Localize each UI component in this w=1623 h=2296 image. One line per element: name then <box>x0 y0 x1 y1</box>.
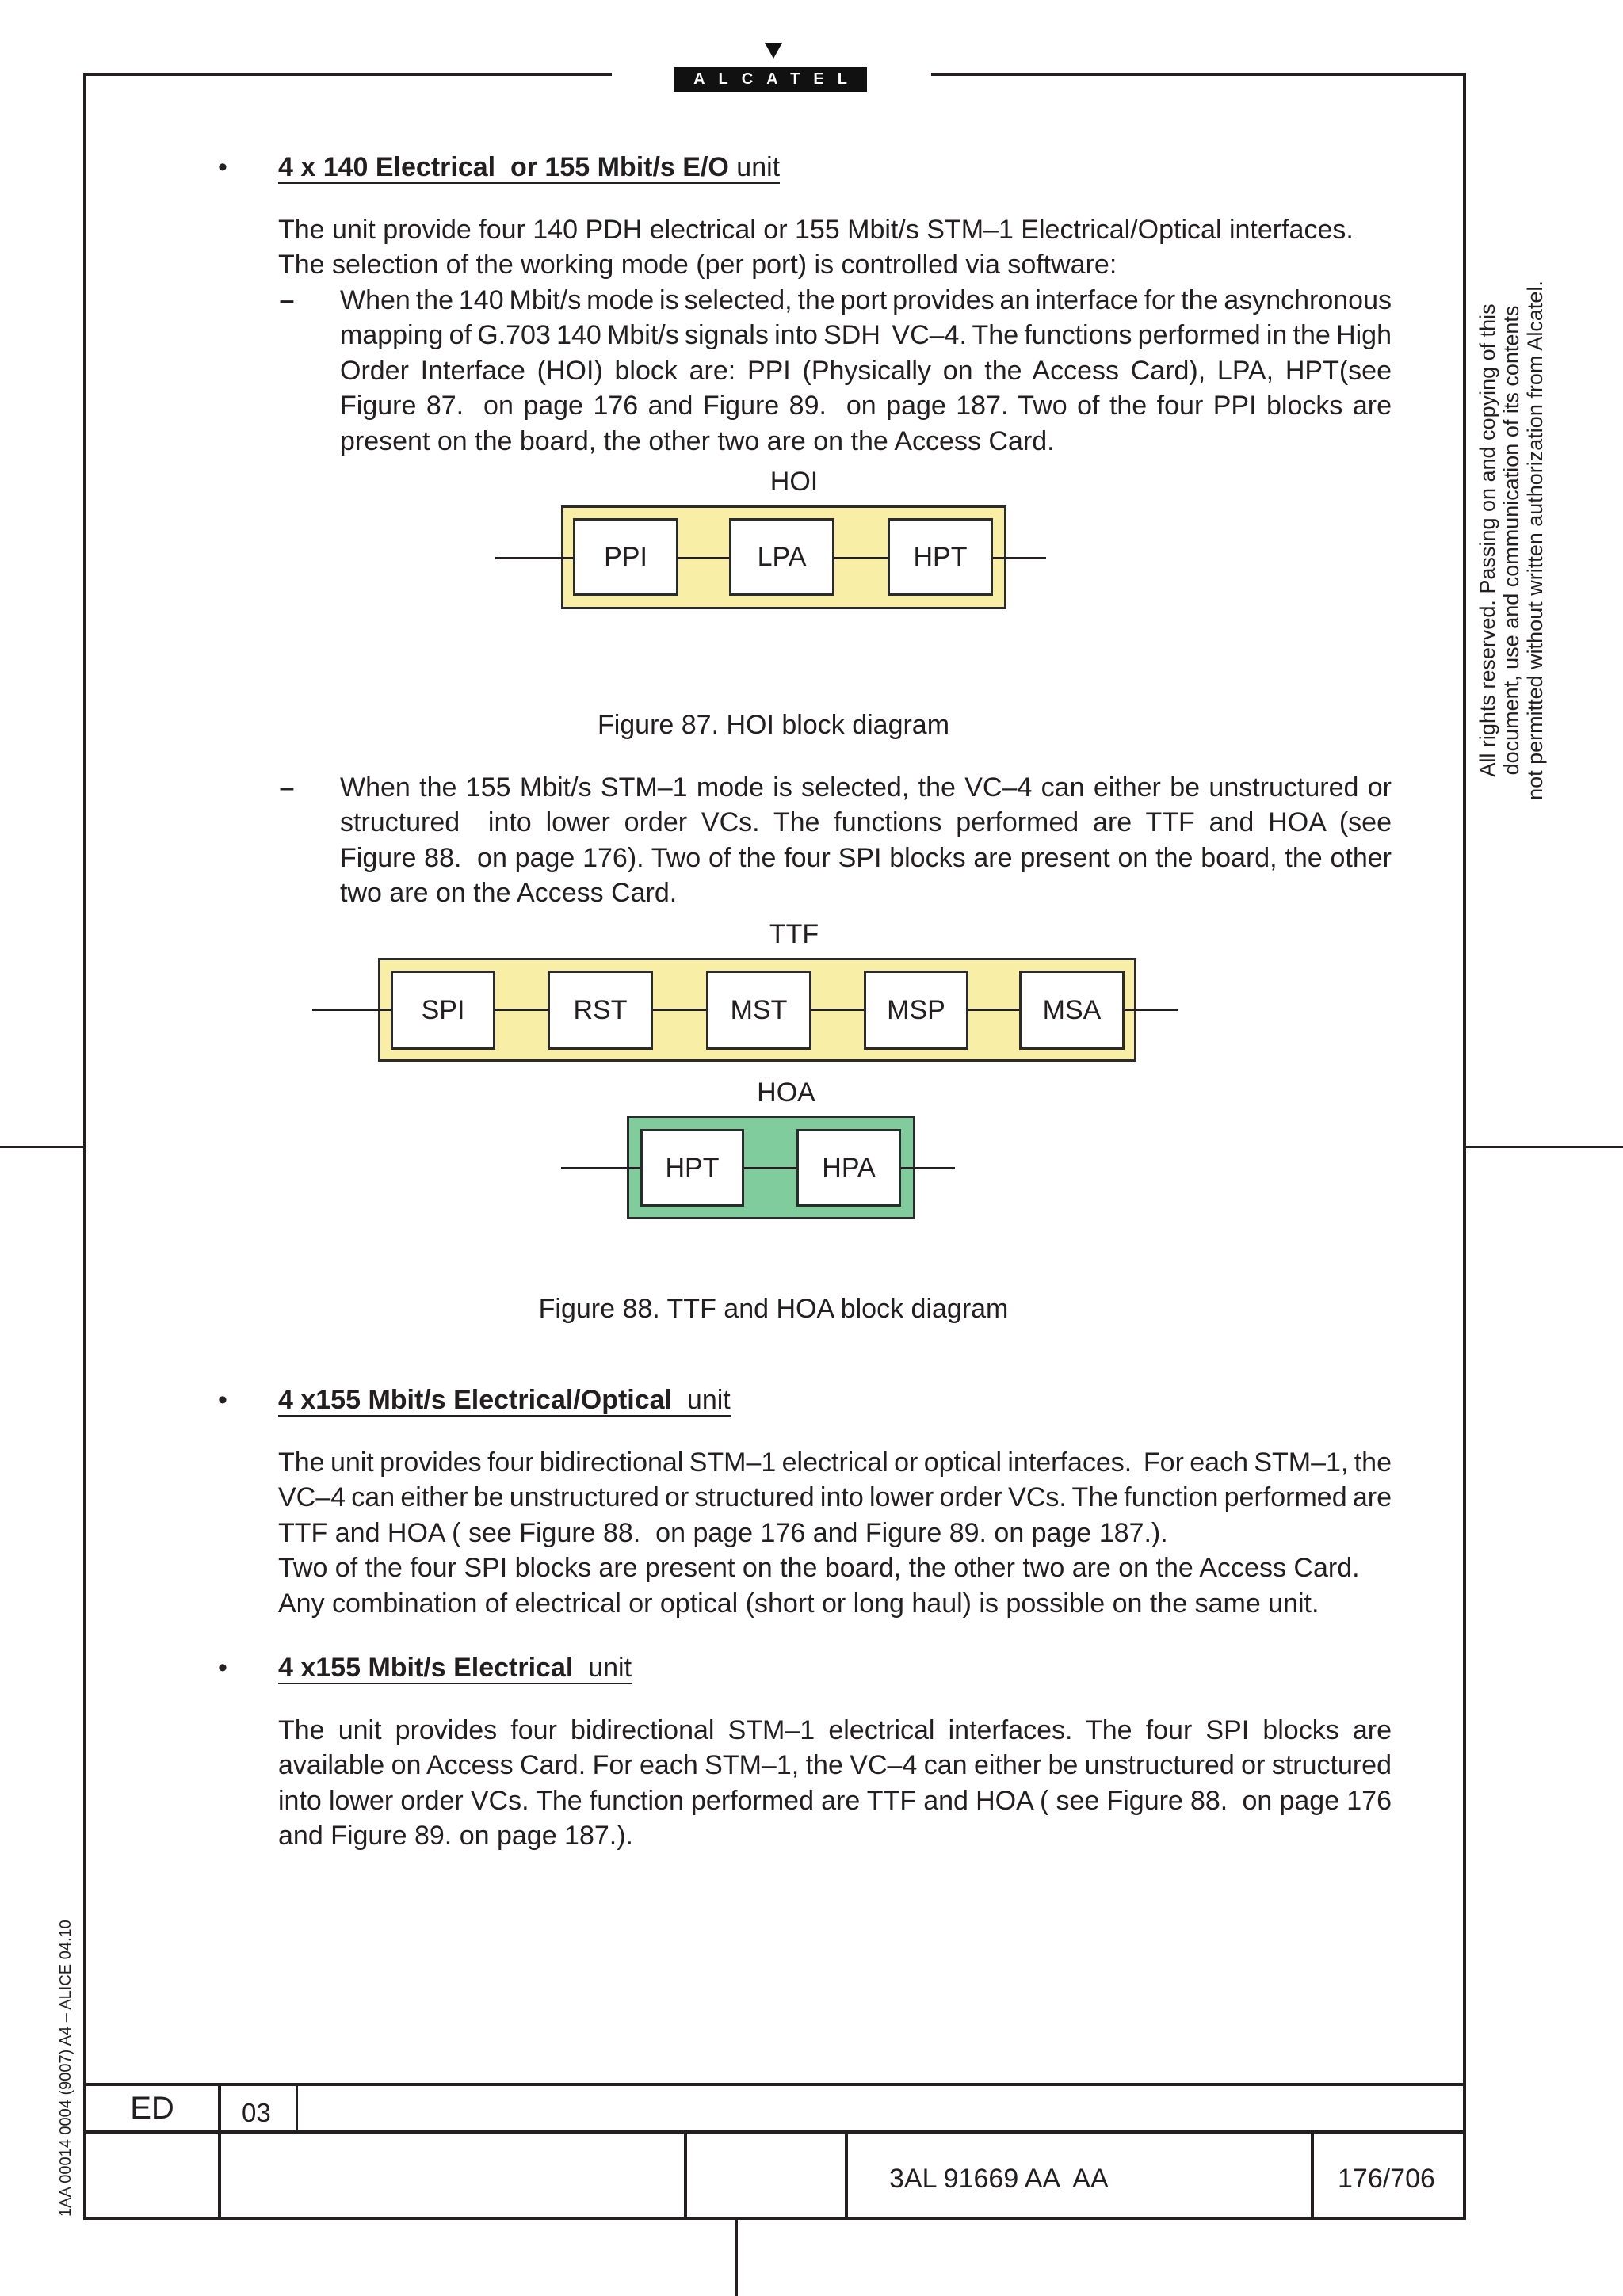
logo-wordmark: ALCATEL <box>693 71 861 88</box>
el-unit-line-text: and Figure 89. on page 187.). <box>278 1821 633 1852</box>
diagram-block-rst <box>548 971 653 1050</box>
hoa-diagram-title: HOA <box>757 1077 815 1108</box>
footer-top-rule <box>83 2083 1466 2086</box>
figure-88-caption: Figure 88. TTF and HOA block diagram <box>538 1294 1009 1324</box>
mode-140-line-text: Figure 87. on page 176 and Figure 89. on page 187. Two of the four PPI blocks are <box>340 391 1392 421</box>
eo-unit-line-text: VC–4 can either be unstructured or structured into lower order VCs. The function performed are <box>278 1482 1392 1513</box>
hoi-diagram-title: HOI <box>769 467 819 497</box>
el-unit-line <box>278 1713 1392 1748</box>
section-155-eo-text <box>278 1445 1392 1621</box>
mode-140-line <box>340 388 1392 423</box>
edition-number: 03 <box>242 2098 271 2127</box>
section-heading-155-el <box>278 1653 632 1684</box>
frame-top-rule-left <box>85 73 612 76</box>
mode-140-line <box>340 424 1392 459</box>
intro-line-text: The selection of the working mode (per port) is controlled via software: <box>278 250 1117 280</box>
intro-line-text: The unit provide four 140 PDH electrical or 155 Mbit/s STM–1 Electrical/Optical interfaces. <box>278 215 1354 245</box>
fold-mark-right <box>1465 1146 1623 1148</box>
eo-unit-line-text: TTF and HOA ( see Figure 88. on page 176 and Figure 89. on page 187.). <box>278 1517 1168 1548</box>
diagram-block-label: PPI <box>604 541 647 572</box>
intro-line <box>278 212 1392 247</box>
diagram-block-msa <box>1019 971 1125 1050</box>
diagram-block-spi <box>391 971 495 1050</box>
section-heading-suffix: unit <box>728 152 781 182</box>
fold-mark-left <box>0 1146 85 1148</box>
el-unit-line-text: available on Access Card. For each STM–1, the VC–4 can either be unstructured or structured <box>278 1750 1392 1781</box>
section-heading-suffix: unit <box>573 1653 632 1683</box>
diagram-block-label: MST <box>730 994 788 1025</box>
section-heading-140-155 <box>278 152 780 184</box>
diagram-block-msp <box>864 971 968 1050</box>
el-unit-line <box>278 1748 1392 1783</box>
section-heading-bold: 4 x155 Mbit/s Electrical/Optical <box>278 1385 673 1415</box>
copyright-notice <box>1476 255 1547 826</box>
copyright-notice-line: not permitted without written authorization from Alcatel. <box>1523 280 1547 800</box>
el-unit-line <box>278 1783 1392 1818</box>
diagram-block-hpt <box>888 518 993 596</box>
frame-bottom-border <box>83 2217 1466 2220</box>
el-unit-line <box>278 1818 1392 1853</box>
triangle-marker-icon <box>765 43 782 59</box>
mode-140-line-text: Order Interface (HOI) block are: PPI (Physically on the Access Card), LPA, HPT(see <box>340 355 1392 386</box>
footer-center-stub <box>735 2218 738 2296</box>
eo-unit-line <box>278 1480 1392 1515</box>
mode-140-line-text: When the 140 Mbit/s mode is selected, the port provides an interface for the asynchronous <box>340 285 1392 315</box>
diagram-block-hpt <box>640 1129 744 1207</box>
dash-marker: – <box>279 772 295 803</box>
mode-140-line-text: mapping of G.703 140 Mbit/s signals into SDH VC–4. The functions performed in the High <box>340 320 1392 351</box>
mode-140-line <box>340 318 1392 353</box>
diagram-block-lpa <box>729 518 834 596</box>
bullet-icon: • <box>218 1653 227 1683</box>
footer-column-divider <box>684 2130 687 2218</box>
eo-unit-line-text: Any combination of electrical or optical (short or long haul) is possible on the same unit. <box>278 1588 1319 1619</box>
ttf-diagram-title: TTF <box>769 919 819 949</box>
edition-label: ED <box>130 2091 174 2126</box>
eo-unit-line-text: The unit provides four bidirectional STM–1 electrical or optical interfaces. For each STM–1, the <box>278 1447 1392 1478</box>
footer-column-divider <box>296 2083 298 2132</box>
mode-155-line <box>340 841 1392 875</box>
intro-line <box>278 247 1392 282</box>
bullet-icon: • <box>218 152 227 182</box>
el-unit-line-text: into lower order VCs. The function performed are TTF and HOA ( see Figure 88. on page 176 <box>278 1785 1392 1816</box>
copyright-notice-line: document, use and communication of its contents <box>1499 305 1523 776</box>
diagram-block-label: LPA <box>757 541 807 572</box>
mode-155-line-text: two are on the Access Card. <box>340 878 678 909</box>
copyright-notice-line: All rights reserved. Passing on and copying of this <box>1476 303 1499 777</box>
mode-140-description <box>340 283 1392 459</box>
mode-155-line <box>340 875 1392 910</box>
mode-155-line-text: structured into lower order VCs. The functions performed are TTF and HOA (see <box>340 807 1392 838</box>
diagram-block-label: MSA <box>1042 994 1102 1025</box>
figure-87-caption: Figure 87. HOI block diagram <box>597 710 950 740</box>
document-number: 3AL 91669 AA AA <box>889 2164 1109 2194</box>
section-heading-bold: 4 x155 Mbit/s Electrical <box>278 1653 574 1683</box>
diagram-block-label: HPA <box>822 1152 876 1183</box>
diagram-block-label: RST <box>573 994 628 1025</box>
diagram-block-label: MSP <box>887 994 945 1025</box>
mode-140-line <box>340 283 1392 318</box>
eo-unit-line <box>278 1550 1392 1585</box>
section-heading-bold: 4 x 140 Electrical or 155 Mbit/s E/O <box>278 152 729 182</box>
footer-middle-rule <box>83 2130 1466 2134</box>
section-155-el-text <box>278 1713 1392 1854</box>
diagram-block-label: HPT <box>913 541 968 572</box>
form-code: 1AA 00014 0004 (9007) A4 – ALICE 04.10 <box>57 1920 74 2217</box>
dash-marker: – <box>279 285 295 315</box>
diagram-block-label: HPT <box>665 1152 720 1183</box>
mode-140-line <box>340 353 1392 388</box>
diagram-block-ppi <box>573 518 678 596</box>
eo-unit-line <box>278 1586 1392 1621</box>
diagram-block-label: SPI <box>421 994 465 1025</box>
mode-155-line <box>340 770 1392 805</box>
diagram-block-mst <box>706 971 812 1050</box>
section-heading-suffix: unit <box>672 1385 731 1415</box>
mode-155-description <box>340 770 1392 911</box>
page-number: 176/706 <box>1338 2164 1435 2194</box>
eo-unit-line <box>278 1516 1392 1550</box>
eo-unit-line <box>278 1445 1392 1480</box>
mode-140-line-text: present on the board, the other two are on the Access Card. <box>340 425 1055 456</box>
alcatel-logo <box>674 67 867 92</box>
frame-top-rule-right <box>931 73 1466 76</box>
bullet-icon: • <box>218 1385 227 1415</box>
mode-155-line-text: When the 155 Mbit/s STM–1 mode is selected, the VC–4 can either be unstructured or <box>340 772 1392 803</box>
mode-155-line-text: Figure 88. on page 176). Two of the four SPI blocks are present on the board, the other <box>340 842 1392 873</box>
section-heading-155-eo <box>278 1385 731 1417</box>
section-intro-text <box>278 212 1392 283</box>
eo-unit-line-text: Two of the four SPI blocks are present on the board, the other two are on the Access Card. <box>278 1553 1360 1584</box>
footer-column-divider <box>1311 2130 1314 2218</box>
footer-column-divider <box>845 2130 848 2218</box>
mode-155-line <box>340 805 1392 840</box>
diagram-block-hpa <box>796 1129 901 1207</box>
el-unit-line-text: The unit provides four bidirectional STM–1 electrical interfaces. The four SPI blocks are <box>278 1715 1392 1745</box>
